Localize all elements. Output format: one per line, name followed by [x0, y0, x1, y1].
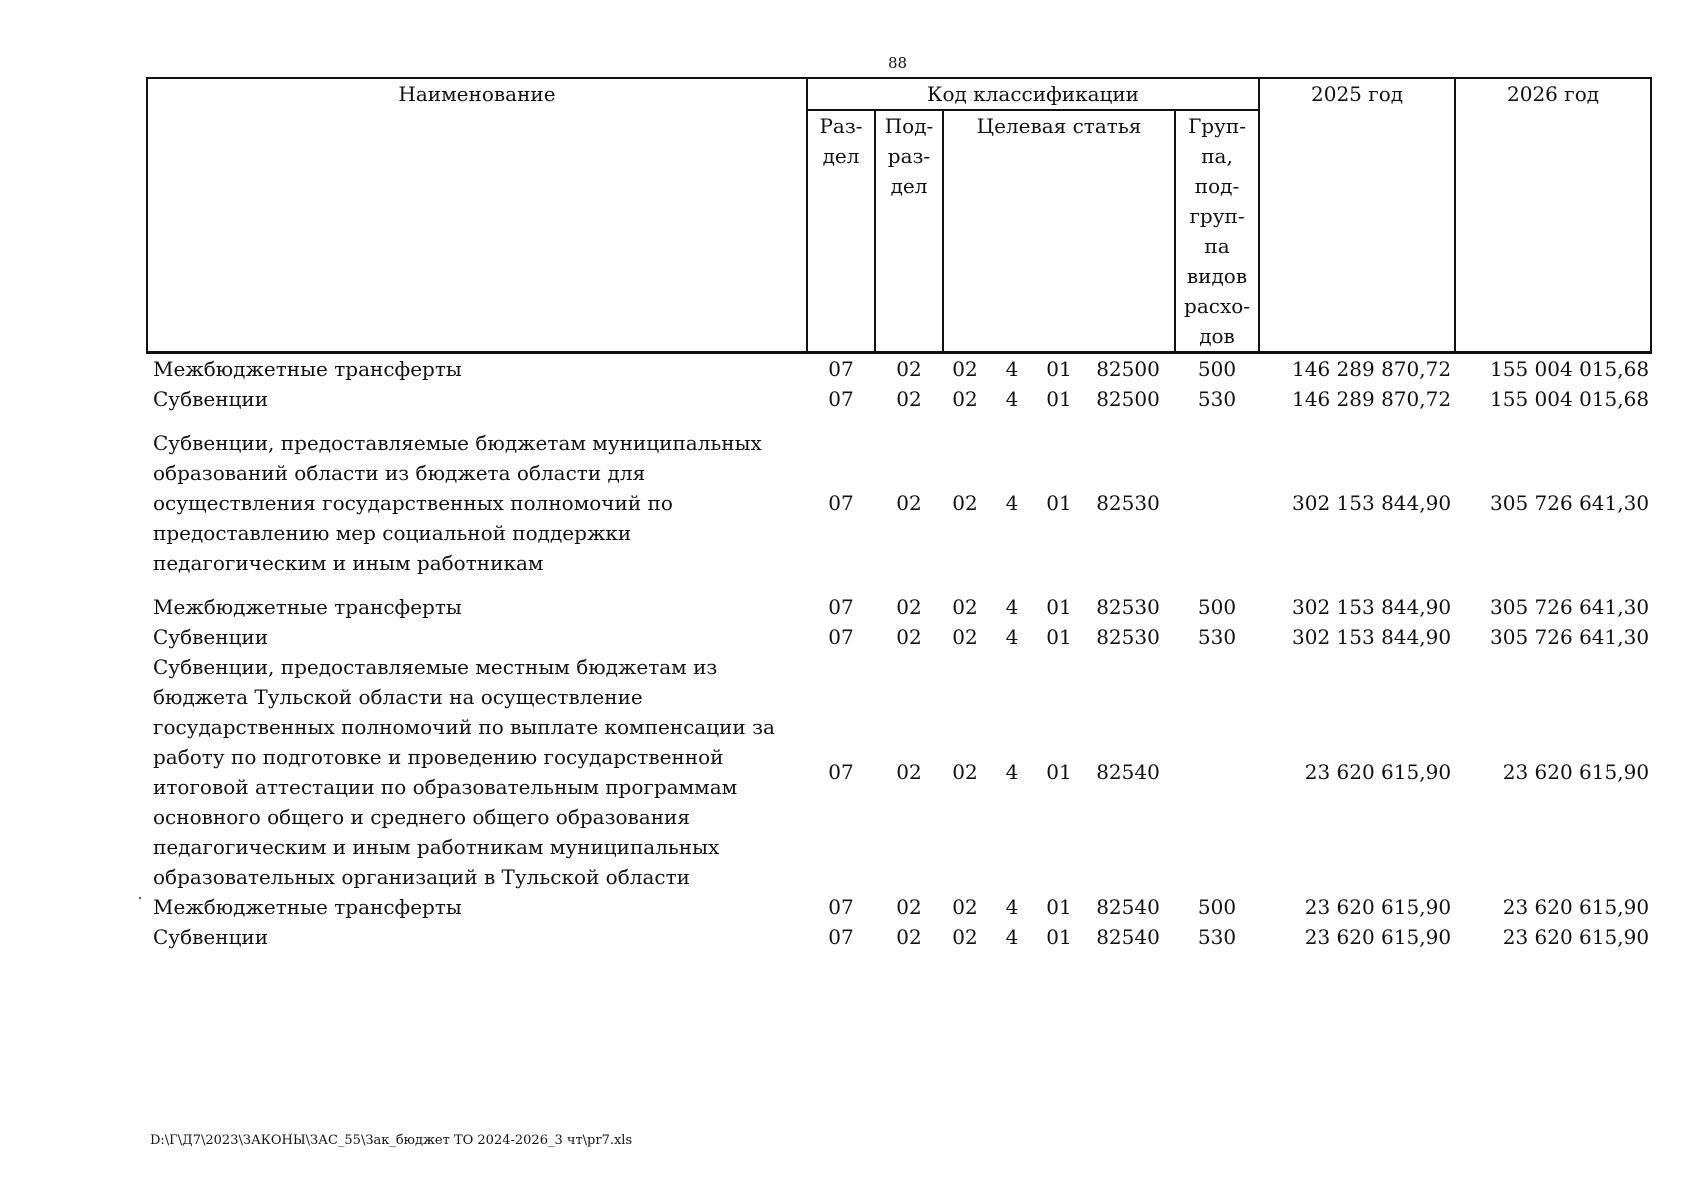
- row-target-program: 02: [952, 357, 978, 381]
- row-section: 07: [828, 491, 854, 515]
- row-target-program: 02: [952, 760, 978, 784]
- row-amount-2025: 302 153 844,90: [1292, 625, 1452, 649]
- row-amount-2026: 155 004 015,68: [1490, 387, 1650, 411]
- header-subsection-line: дел: [890, 174, 928, 198]
- row-target-structural: 01: [1046, 357, 1072, 381]
- header-subsection: [875, 110, 943, 353]
- row-target-direction: 82540: [1096, 760, 1160, 784]
- row-target-direction: 82500: [1096, 387, 1160, 411]
- row-section: 07: [828, 895, 854, 919]
- row-group: 500: [1197, 357, 1237, 381]
- header-section-line: дел: [822, 144, 860, 168]
- row-target-direction: 82530: [1096, 595, 1160, 619]
- row-target-program: 02: [952, 625, 978, 649]
- table-row: [147, 652, 1651, 892]
- row-target-structural: 01: [1046, 491, 1072, 515]
- row-target-structural: 01: [1046, 925, 1072, 949]
- row-target-type: 4: [1005, 491, 1019, 515]
- row-amount-2025: 23 620 615,90: [1304, 760, 1452, 784]
- row-section: 07: [828, 925, 854, 949]
- row-group: 530: [1197, 925, 1237, 949]
- row-name: Субвенции, предоставляемые местным бюджетам из бюджета Тульской области на осуществление государственных полномочий по выплате компенсации за работу по подготовке и проведению государственной итоговой аттестации по образовательным программам основного общего и среднего общего образования педагогическим и иным работникам муниципальных образовательных организаций в Тульской области: [153, 655, 775, 889]
- row-name: Субвенции, предоставляемые бюджетам муниципальных образований области из бюджета области для осуществления государственных полномочий по предоставлению мер социальной поддержки педагогическим и иным работникам: [153, 431, 762, 575]
- row-name: Межбюджетные трансферты: [153, 895, 462, 919]
- row-target-structural: 01: [1046, 895, 1072, 919]
- row-amount-2026: 305 726 641,30: [1490, 595, 1650, 619]
- table-row: [147, 428, 1651, 578]
- row-target-type: 4: [1005, 895, 1019, 919]
- row-group: [1175, 652, 1259, 892]
- row-amount-2025: 146 289 870,72: [1292, 357, 1452, 381]
- header-section-line: Раз-: [819, 114, 863, 138]
- row-target-direction: 82540: [1096, 895, 1160, 919]
- header-group: [1175, 110, 1259, 353]
- row-amount-2026: 305 726 641,30: [1490, 625, 1650, 649]
- row-subsection: 02: [896, 595, 922, 619]
- row-target-type: 4: [1005, 925, 1019, 949]
- scan-mark: [139, 897, 141, 899]
- row-amount-2025: 302 153 844,90: [1292, 491, 1452, 515]
- row-target-direction: 82530: [1096, 625, 1160, 649]
- row-subsection: 02: [896, 925, 922, 949]
- row-group: [1175, 428, 1259, 578]
- row-group: 500: [1197, 595, 1237, 619]
- row-target-structural: 01: [1046, 625, 1072, 649]
- row-amount-2026: 305 726 641,30: [1490, 491, 1650, 515]
- file-path-footer: D:\Г\Д7\2023\ЗАКОНЫ\ЗАС_55\Зак_бюджет ТО 2024-2026_3 чт\pr7.xls: [150, 1133, 633, 1148]
- row-target-type: 4: [1005, 760, 1019, 784]
- header-classification: Код классификации: [807, 78, 1259, 110]
- header-group-line: Груп-: [1188, 114, 1246, 138]
- row-name: Субвенции: [153, 925, 269, 949]
- header-subsection-line: раз-: [887, 144, 931, 168]
- row-subsection: 02: [896, 625, 922, 649]
- table-row: [147, 353, 1651, 385]
- header-section: [807, 110, 875, 353]
- row-target-program: 02: [952, 595, 978, 619]
- table-row: [147, 922, 1651, 952]
- row-amount-2025: 23 620 615,90: [1304, 925, 1452, 949]
- row-name: Субвенции: [153, 625, 269, 649]
- row-subsection: 02: [896, 357, 922, 381]
- row-target-structural: 01: [1046, 760, 1072, 784]
- row-target-program: 02: [952, 925, 978, 949]
- table-row: [147, 592, 1651, 622]
- row-amount-2025: 146 289 870,72: [1292, 387, 1452, 411]
- row-target-type: 4: [1005, 625, 1019, 649]
- row-amount-2025: 23 620 615,90: [1304, 895, 1452, 919]
- row-target-direction: 82530: [1096, 491, 1160, 515]
- row-section: 07: [828, 357, 854, 381]
- row-target-type: 4: [1005, 595, 1019, 619]
- row-target-program: 02: [952, 387, 978, 411]
- row-subsection: 02: [896, 895, 922, 919]
- header-year-2025: 2025 год: [1259, 78, 1455, 353]
- row-target-type: 4: [1005, 357, 1019, 381]
- table-row: [147, 622, 1651, 652]
- header-group-line: па: [1204, 234, 1230, 258]
- row-amount-2026: 155 004 015,68: [1490, 357, 1650, 381]
- row-target-direction: 82500: [1096, 357, 1160, 381]
- header-name: Наименование: [147, 78, 807, 353]
- header-group-line: груп-: [1189, 204, 1245, 228]
- row-target-structural: 01: [1046, 595, 1072, 619]
- row-name: Субвенции: [153, 387, 269, 411]
- row-amount-2026: 23 620 615,90: [1502, 895, 1650, 919]
- header-group-line: расхо-: [1184, 294, 1251, 318]
- row-name: Межбюджетные трансферты: [153, 595, 462, 619]
- row-target-structural: 01: [1046, 387, 1072, 411]
- row-group: 530: [1197, 625, 1237, 649]
- row-group: 500: [1197, 895, 1237, 919]
- row-amount-2025: 302 153 844,90: [1292, 595, 1452, 619]
- row-target-program: 02: [952, 491, 978, 515]
- header-group-line: па, под-: [1194, 144, 1240, 198]
- row-section: 07: [828, 387, 854, 411]
- row-name: Межбюджетные трансферты: [153, 357, 462, 381]
- page-number: 88: [888, 54, 908, 72]
- budget-table: [146, 77, 1652, 952]
- table-row: [147, 892, 1651, 922]
- header-subsection-line: Под-: [884, 114, 934, 138]
- row-subsection: 02: [896, 760, 922, 784]
- row-section: 07: [828, 760, 854, 784]
- row-spacer: [147, 578, 1651, 592]
- header-group-line: дов: [1199, 324, 1235, 348]
- row-spacer: [147, 414, 1651, 428]
- row-amount-2026: 23 620 615,90: [1502, 760, 1650, 784]
- row-target-type: 4: [1005, 387, 1019, 411]
- header-group-line: видов: [1186, 264, 1248, 288]
- row-section: 07: [828, 595, 854, 619]
- header-year-2026: 2026 год: [1455, 78, 1651, 353]
- row-group: 530: [1197, 387, 1237, 411]
- row-section: 07: [828, 625, 854, 649]
- header-target-article: Целевая статья: [943, 110, 1175, 353]
- row-target-program: 02: [952, 895, 978, 919]
- table-row: [147, 384, 1651, 414]
- row-target-direction: 82540: [1096, 925, 1160, 949]
- row-amount-2026: 23 620 615,90: [1502, 925, 1650, 949]
- row-subsection: 02: [896, 387, 922, 411]
- row-subsection: 02: [896, 491, 922, 515]
